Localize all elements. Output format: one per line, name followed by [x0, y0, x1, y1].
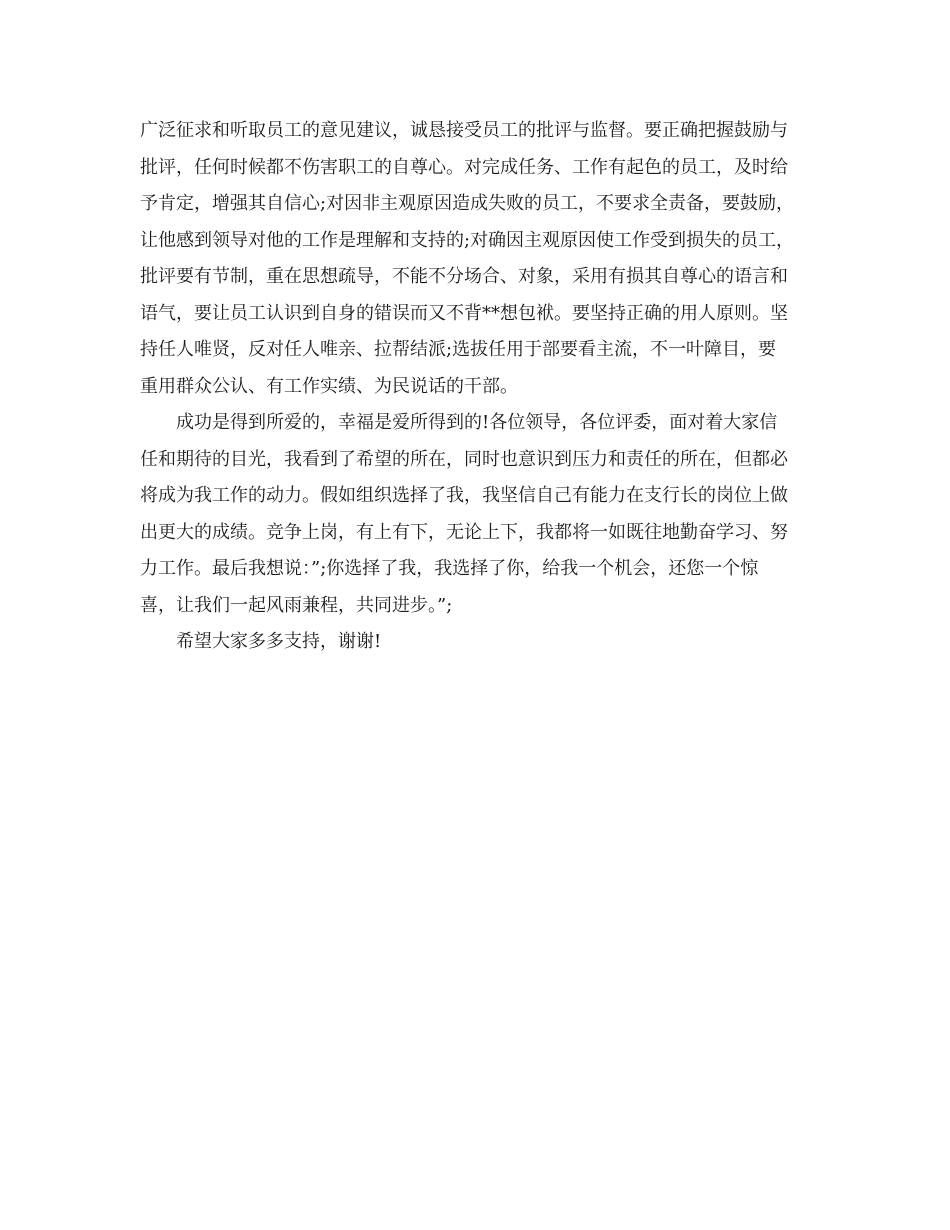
document-body [140, 113, 830, 661]
text-line: 任和期待的目光，我看到了希望的所在，同时也意识到压力和责任的所在，但都必 [140, 448, 788, 470]
text-line: 力工作。最后我想说：”;你选择了我，我选择了你，给我一个机会，还您一个惊 [140, 558, 759, 579]
paragraph-2 [140, 405, 830, 624]
text-line: 出更大的成绩。竞争上岗，有上有下，无论上下，我都将一如既往地勤奋学习、努 [140, 521, 788, 543]
text-line: 持任人唯贤，反对任人唯亲、拉帮结派;选拔任用于部要看主流，不一叶障目，要 [140, 339, 777, 360]
text-line: 批评要有节制，重在思想疏导，不能不分场合、对象，采用有损其自尊心的语言和 [140, 266, 788, 287]
text-line: 重用群众公认、有工作实绩、为民说话的干部。 [140, 375, 518, 397]
text-line: 喜，让我们一起风雨兼程，共同进步。”; [140, 594, 453, 616]
text-line: 成功是得到所爱的，幸福是爱所得到的!各位领导，各位评委，面对着大家信 [176, 412, 778, 433]
text-line: 语气，要让员工认识到自身的错误而又不背**想包袱。要坚持正确的用人原则。坚 [140, 302, 788, 324]
text-line: 希望大家多多支持，谢谢! [176, 631, 382, 652]
paragraph-3 [140, 624, 830, 661]
text-line: 批评，任何时候都不伤害职工的自尊心。对完成任务、工作有起色的员工，及时给 [140, 156, 788, 178]
text-line: 将成为我工作的动力。假如组织选择了我，我坚信自己有能力在支行长的岗位上做 [140, 485, 788, 506]
paragraph-1 [140, 113, 830, 405]
text-line: 予肯定，增强其自信心;对因非主观原因造成失败的员工，不要求全责备，要鼓励， [140, 193, 795, 214]
text-line: 广泛征求和听取员工的意见建议，诚恳接受员工的批评与监督。要正确把握鼓励与 [140, 120, 788, 141]
text-line: 让他感到领导对他的工作是理解和支持的;对确因主观原因使工作受到损失的员工， [140, 229, 795, 251]
